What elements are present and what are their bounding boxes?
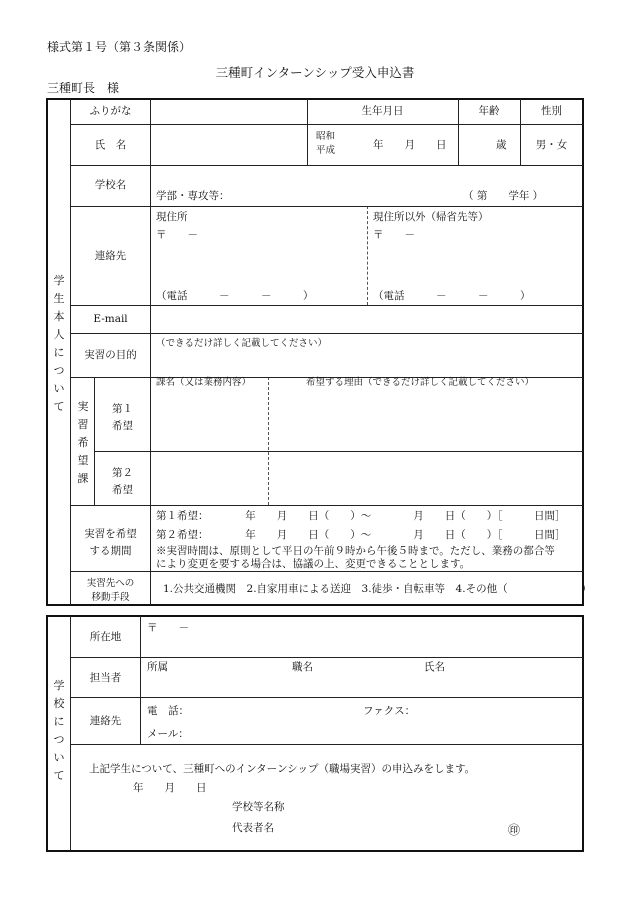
seal-mark: ㊞: [508, 823, 521, 837]
grade-field[interactable]: （ 第 学年 ）: [463, 190, 544, 202]
department-field[interactable]: 学部・専攻等：: [156, 190, 230, 202]
gender-options[interactable]: 男・女: [535, 139, 568, 151]
purpose-hint[interactable]: （できるだけ詳しく記載してください）: [156, 338, 328, 349]
transport-options[interactable]: 1.公共交通機関 2.自家用車による送迎 3.徒歩・自転車等 4.その他（ ）: [163, 583, 592, 595]
school-label: 学校名: [94, 179, 127, 191]
email-field[interactable]: [151, 307, 582, 332]
representative-label: 代表者名: [232, 822, 274, 834]
application-statement: 上記学生について、三種町へのインターンシップ（職場実習）の申込みをします。: [89, 763, 476, 775]
school-name-label: 学校等名称: [232, 801, 285, 813]
school-phone-field[interactable]: 電 話：: [147, 705, 189, 717]
dept-side-label: 実 習 希 望 課: [77, 400, 89, 485]
school-postal-field[interactable]: 〒 －: [147, 622, 189, 634]
course-header: 課名（又は業務内容）: [156, 377, 252, 388]
other-address-label: 現住所以外（帰省先等）: [373, 211, 489, 223]
school-side-label: 学 校 に つ い て: [53, 679, 65, 782]
transport-label: 実習先への 移動手段: [86, 578, 135, 603]
person-label: 担当者: [89, 672, 122, 684]
school-contact-label: 連絡先: [89, 715, 122, 727]
school-section-frame: [46, 615, 584, 852]
purpose-label: 実習の目的: [84, 349, 137, 361]
gender-label: 性別: [541, 105, 562, 117]
addressee: 三種町長 様: [47, 81, 120, 95]
school-fax-field[interactable]: ファクス：: [363, 705, 416, 717]
period-label: 実習を希望 する期間: [84, 528, 137, 557]
application-date-field[interactable]: 年 月 日: [133, 782, 207, 794]
email-label: E-mail: [93, 313, 128, 325]
era-showa: 昭和: [316, 131, 336, 142]
school-mail-field[interactable]: メール：: [147, 728, 189, 740]
reason-header: 希望する理由（できるだけ詳しく記載してください）: [306, 377, 535, 388]
period-note-line1: ※実習時間は、原則として平日の午前９時から午後５時まで。ただし、業務の都合等: [156, 545, 555, 557]
current-address-label: 現住所: [156, 211, 188, 223]
name-field[interactable]: [151, 126, 306, 164]
student-side-label: 学 生 本 人 に つ い て: [53, 274, 65, 413]
period-choice2[interactable]: 第２希望： 年 月 日（ ）～ 月 日（ ）［ 日間］: [156, 529, 566, 541]
age-label: 年齢: [478, 105, 500, 117]
affiliation-field[interactable]: 所属: [147, 661, 168, 673]
current-phone-field[interactable]: （電話 － － ）: [156, 290, 314, 302]
other-phone-field[interactable]: （電話 － － ）: [373, 290, 531, 302]
age-field[interactable]: 歳: [496, 139, 507, 151]
birthdate-field[interactable]: 年 月 日: [373, 139, 447, 151]
position-field[interactable]: 職名: [292, 661, 313, 673]
choice2-label: 第２ 希望: [112, 467, 133, 496]
person-name-field[interactable]: 氏名: [424, 661, 445, 673]
choice1-label: 第１ 希望: [112, 403, 133, 432]
contact-label: 連絡先: [94, 250, 127, 262]
period-choice1[interactable]: 第１希望： 年 月 日（ ）～ 月 日（ ）［ 日間］: [156, 510, 566, 522]
era-heisei: 平成: [316, 145, 336, 156]
furigana-label: ふりがな: [89, 105, 132, 117]
form-title: 三種町インターンシップ受入申込書: [215, 65, 415, 80]
form-number: 様式第１号（第３条関係）: [47, 40, 192, 54]
current-postal-field[interactable]: 〒 －: [156, 229, 198, 241]
school-address-label: 所在地: [89, 631, 122, 643]
furigana-field[interactable]: [151, 100, 306, 123]
period-note-line2: により変更を要する場合は、協議の上、変更できることとします。: [156, 558, 471, 570]
name-label: 氏 名: [94, 139, 127, 151]
birthdate-label: 生年月日: [361, 105, 404, 117]
other-postal-field[interactable]: 〒 －: [373, 229, 415, 241]
